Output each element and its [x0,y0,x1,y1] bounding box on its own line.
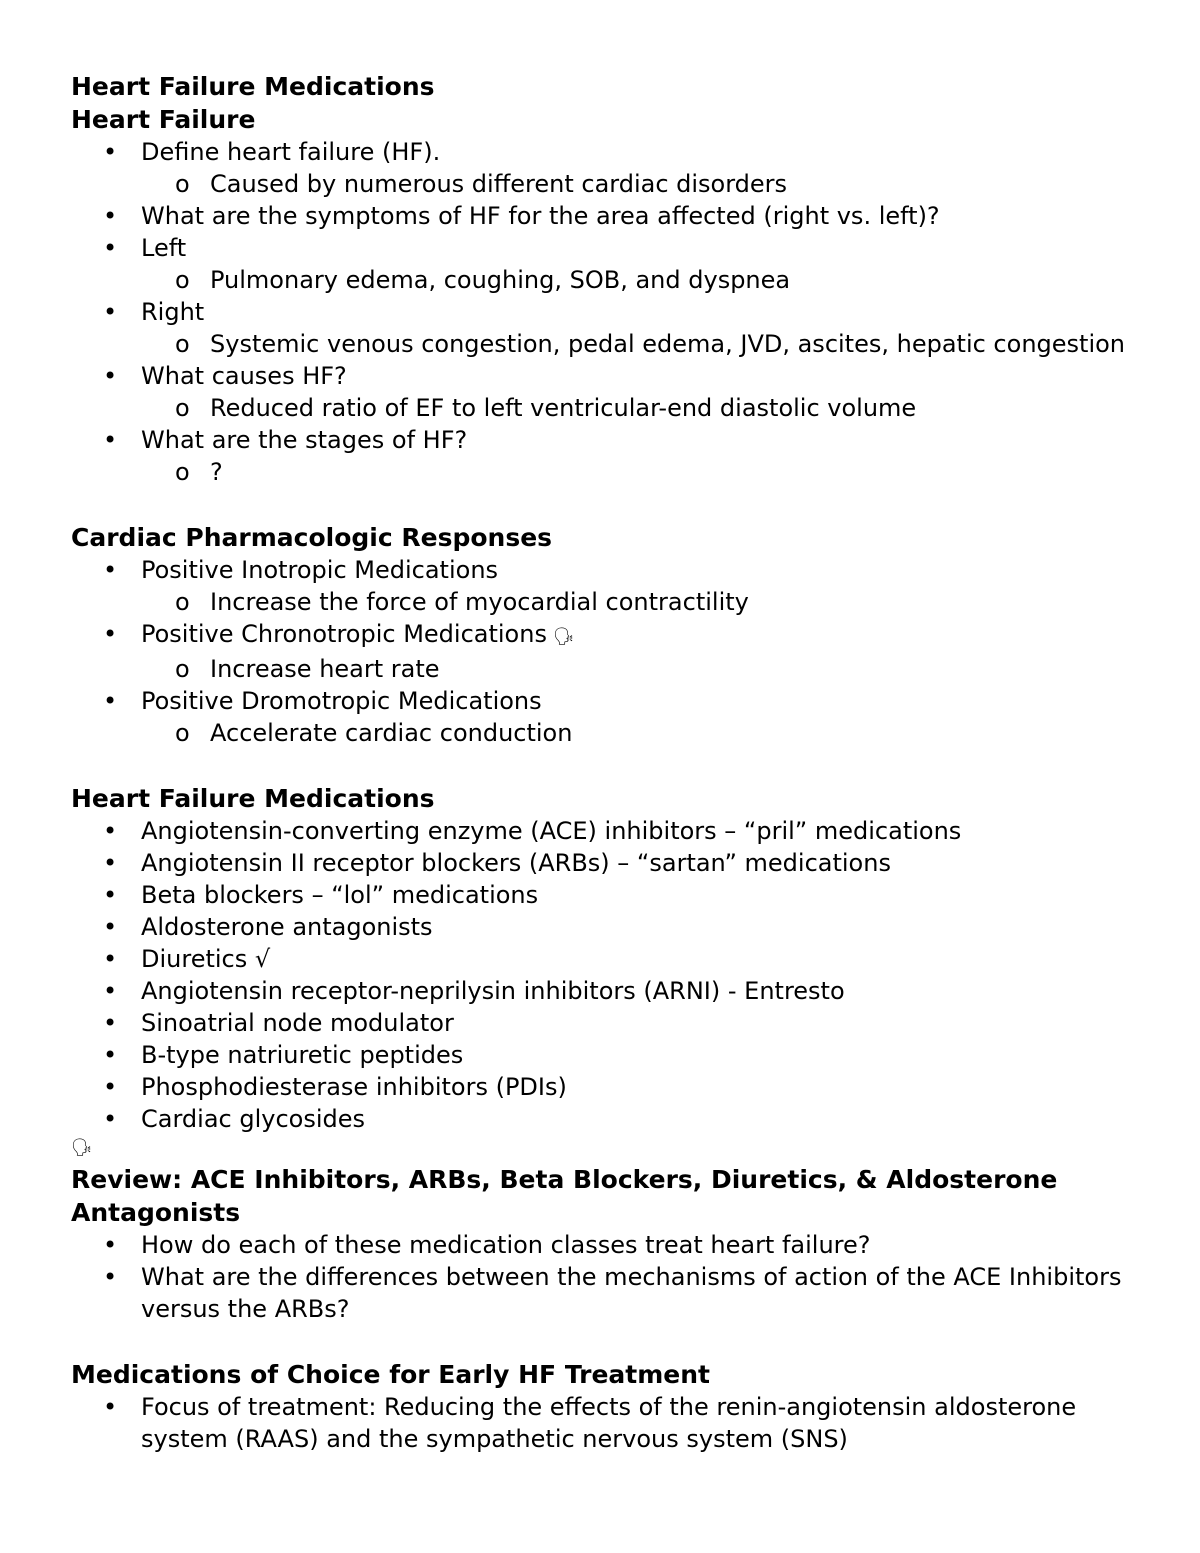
sub-list-item: o Caused by numerous different cardiac disorders [71,168,1131,200]
heart-failure-list [71,136,1131,488]
document-title: Heart Failure Medications [71,72,435,101]
section-heading-review: Review: ACE Inhibitors, ARBs, Beta Blockers, Diuretics, & Aldosterone Antagonists [71,1165,1058,1227]
list-item: • Phosphodiesterase inhibitors (PDIs) [71,1071,1131,1103]
list-item: • Diuretics √ [71,943,1131,975]
section-heading-hf-medications: Heart Failure Medications [71,784,435,813]
list-item: • Right [71,296,1131,328]
list-item [71,618,1131,653]
sub-list-item: o Increase the force of myocardial contractility [71,586,1131,618]
list-item: • Angiotensin receptor-neprilysin inhibitors (ARNI) - Entresto [71,975,1131,1007]
list-item: • Beta blockers – “lol” medications [71,879,1131,911]
hf-medications-list [71,815,1131,1135]
list-item: • What are the differences between the mechanisms of action of the ACE Inhibitors versus the ARBs? [71,1261,1131,1325]
list-item: • Positive Inotropic Medications [71,554,1131,586]
list-item: • Sinoatrial node modulator [71,1007,1131,1039]
sub-list-item: o Pulmonary edema, coughing, SOB, and dyspnea [71,264,1131,296]
list-item: • B-type natriuretic peptides [71,1039,1131,1071]
list-item: • Define heart failure (HF). [71,136,1131,168]
list-item: • What causes HF? [71,360,1131,392]
section-heading-heart-failure: Heart Failure [71,105,256,134]
cardiac-responses-list [71,554,1131,749]
list-item: • Left [71,232,1131,264]
list-item: • Cardiac glycosides [71,1103,1131,1135]
list-item: • Positive Dromotropic Medications [71,685,1131,717]
list-item: • How do each of these medication classes treat heart failure? [71,1229,1131,1261]
section-heading-early-treatment: Medications of Choice for Early HF Treatment [71,1360,710,1389]
document-page [71,70,1131,1455]
sub-list-item: o Increase heart rate [71,653,1131,685]
sub-list-item: o Reduced ratio of EF to left ventricular-end diastolic volume [71,392,1131,424]
early-treatment-list [71,1391,1131,1455]
sub-list-item: o Systemic venous congestion, pedal edema, JVD, ascites, hepatic congestion [71,328,1131,360]
list-item: • Aldosterone antagonists [71,911,1131,943]
list-item: • Angiotensin II receptor blockers (ARBs) – “sartan” medications [71,847,1131,879]
list-item: • What are the symptoms of HF for the area affected (right vs. left)? [71,200,1131,232]
sub-list-item: o Accelerate cardiac conduction [71,717,1131,749]
list-item: • Angiotensin-converting enzyme (ACE) inhibitors – “pril” medications [71,815,1131,847]
speaker-icon: 🗣 [71,1138,93,1158]
list-item-label: Positive Chronotropic Medications [141,620,547,648]
list-item: • Focus of treatment: Reducing the effects of the renin-angiotensin aldosterone system (RAAS) and the sympathetic nervous system (SNS) [71,1391,1131,1455]
list-item: • What are the stages of HF? [71,424,1131,456]
review-list [71,1229,1131,1325]
speaker-icon: 🗣 [552,627,575,647]
sub-list-item: o ? [71,456,1131,488]
section-heading-cardiac-responses: Cardiac Pharmacologic Responses [71,523,553,552]
